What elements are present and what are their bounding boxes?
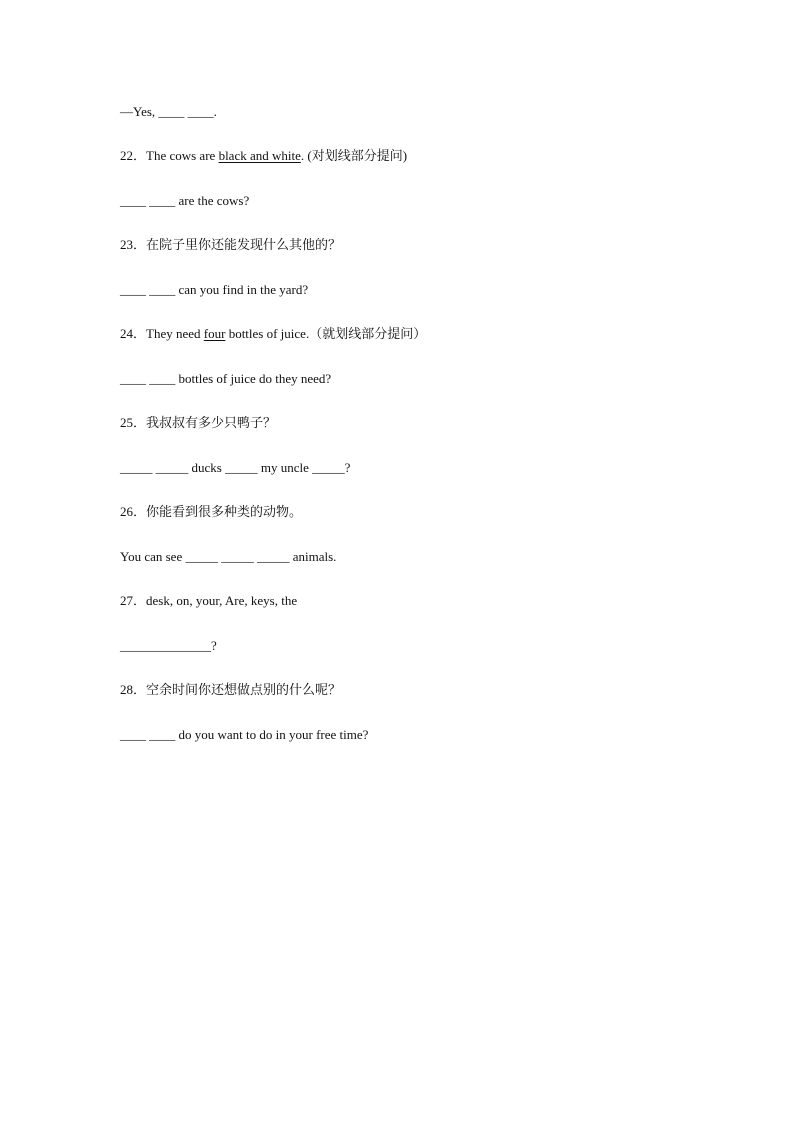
answer-line-24: ____ ____ bottles of juice do they need? (120, 371, 332, 386)
answer-line-26: You can see _____ _____ _____ animals. (120, 549, 337, 564)
question-27: 27．desk, on, your, Are, keys, the (120, 593, 298, 608)
answer-line-22: ____ ____ are the cows? (120, 193, 250, 208)
answer-line-21: —Yes, ____ ____. (120, 104, 217, 119)
answer-line-27: ______________? (120, 638, 217, 653)
question-28: 28．空余时间你还想做点别的什么呢？ (120, 682, 342, 697)
answer-line-28: ____ ____ do you want to do in your free time? (120, 727, 369, 742)
answer-line-23: ____ ____ can you find in the yard? (120, 282, 309, 297)
question-22 (120, 148, 407, 164)
question-22-underlined: black and white (218, 148, 301, 163)
question-24-prefix: 24．They need (120, 326, 204, 341)
question-22-suffix: . (对划线部分提问) (300, 148, 408, 163)
question-25: 25．我叔叔有多少只鸭子？ (120, 415, 277, 430)
question-24 (120, 326, 426, 342)
question-24-suffix: bottles of juice.（就划线部分提问） (225, 326, 427, 341)
question-22-prefix: 22．The cows are (120, 148, 219, 163)
question-26: 26．你能看到很多种类的动物。 (120, 504, 303, 519)
question-23: 23．在院子里你还能发现什么其他的？ (120, 237, 342, 252)
question-24-underlined: four (203, 326, 226, 341)
answer-line-25: _____ _____ ducks _____ my uncle _____? (120, 460, 351, 475)
